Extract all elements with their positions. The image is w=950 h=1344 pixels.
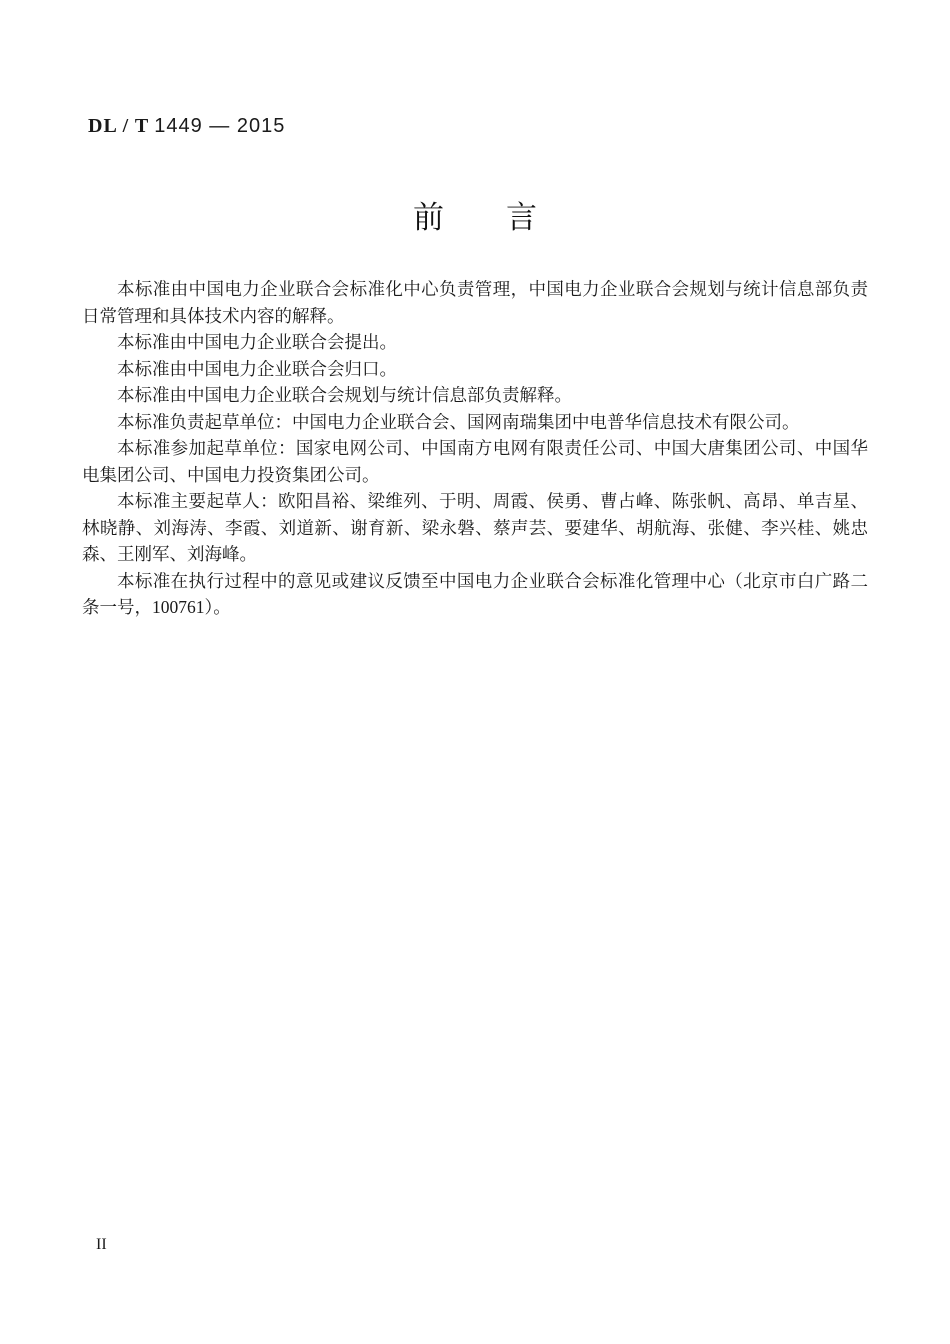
standard-code-prefix: DL / T (88, 115, 150, 137)
foreword-paragraph: 本标准负责起草单位：中国电力企业联合会、国网南瑞集团中电普华信息技术有限公司。 (117, 411, 800, 432)
foreword-paragraph: 本标准参加起草单位：国家电网公司、中国南方电网有限责任公司、中国大唐集团公司、中国华电集团公司、中国电力投资集团公司。 (82, 438, 868, 485)
foreword-paragraph: 本标准由中国电力企业联合会标准化中心负责管理，中国电力企业联合会规划与统计信息部负责日常管理和具体技术内容的解释。 (82, 279, 868, 326)
page-number: II (96, 1236, 107, 1253)
foreword-body (82, 276, 868, 621)
foreword-paragraph: 本标准由中国电力企业联合会归口。 (117, 358, 397, 379)
standard-code-number: 1449 — 2015 (154, 115, 286, 137)
foreword-title: 前 言 (413, 200, 537, 235)
foreword-paragraph: 本标准由中国电力企业联合会规划与统计信息部负责解释。 (117, 385, 572, 405)
foreword-paragraph: 本标准在执行过程中的意见或建议反馈至中国电力企业联合会标准化管理中心（北京市白广路二条一号，100761）。 (82, 570, 868, 617)
standard-code-header (88, 115, 285, 138)
foreword-paragraph: 本标准主要起草人：欧阳昌裕、梁维列、于明、周霞、侯勇、曹占峰、陈张帆、高昂、单吉星、林晓静、刘海涛、李霞、刘道新、谢育新、梁永磐、蔡声芸、要建华、胡航海、张健、李兴桂、姚忠森、王刚军、刘海峰。 (82, 491, 868, 564)
foreword-paragraph: 本标准由中国电力企业联合会提出。 (117, 332, 397, 352)
